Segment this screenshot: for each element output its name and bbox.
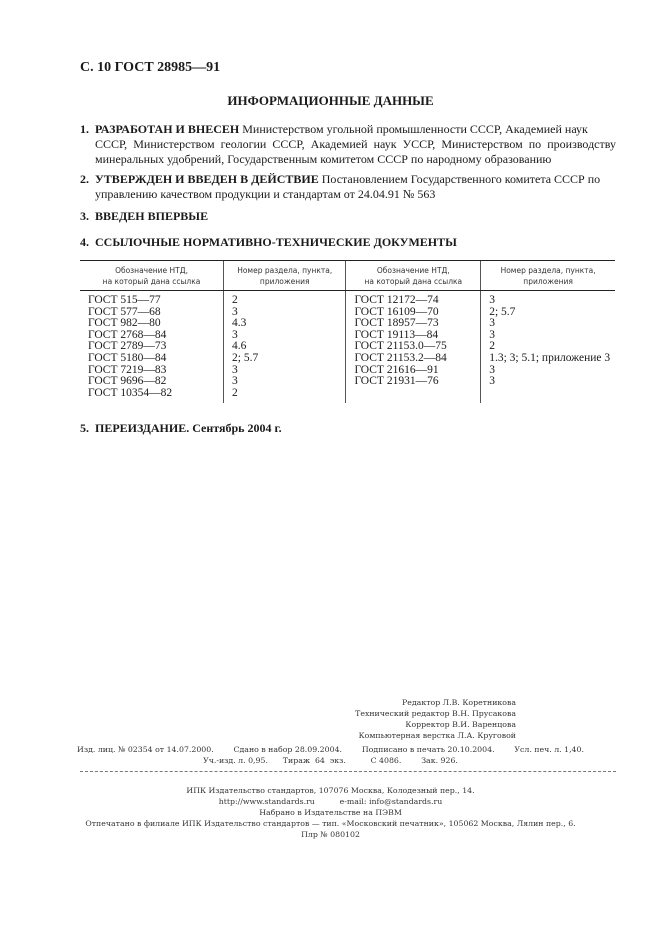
section-reference: 4.3: [232, 317, 247, 330]
item-2-heading: УТВЕРЖДЕН И ВВЕДЕН В ДЕЙСТВИЕ: [95, 172, 319, 186]
item-2: [80, 172, 616, 202]
col-header-ntd-right: Обозначение НТД, на который дана ссылка: [346, 261, 481, 291]
ntd-code: ГОСТ 12172—74: [354, 294, 439, 306]
item-2-rest: управлению качеством продукции и стандартам от 24.04.91 № 563: [95, 187, 436, 201]
col-header-ntd-left: Обозначение НТД, на который дана ссылка: [80, 261, 224, 291]
publisher-address: ИПК Издательство стандартов, 107076 Москва, Колодезный пер., 14.: [186, 786, 475, 795]
ntd-code: ГОСТ 982—80: [88, 317, 161, 330]
ntd-code: ГОСТ 16109—70: [354, 305, 439, 318]
corrector-line: Корректор В.И. Варенцова: [405, 720, 516, 729]
ntd-code: ГОСТ 21931—76: [354, 375, 439, 388]
item-1-lead: Министерством угольной промышленности СССР, Академией наук: [239, 122, 588, 136]
section-reference: 4.6: [232, 340, 247, 353]
ntd-code: ГОСТ 10354—82: [88, 386, 173, 399]
section-reference: 3: [489, 375, 495, 388]
publishing-info-line-2: Уч.-изд. л. 0,95. Тираж 64 экз. С 4086. Зак. 926.: [203, 756, 458, 765]
item-2-lead: Постановлением Государственного комитета СССР по: [318, 172, 601, 186]
item-3: [80, 209, 616, 224]
section-reference: 3: [489, 328, 495, 341]
item-2-number: 2.: [80, 172, 89, 186]
plr-number: Плр № 080102: [301, 830, 360, 839]
section-reference: 3: [489, 317, 495, 330]
item-4-number: 4.: [80, 235, 89, 249]
item-1-number: 1.: [80, 122, 89, 136]
table-row: [80, 291, 615, 404]
item-5-number: 5.: [80, 421, 89, 435]
ntd-code: ГОСТ 515—77: [88, 294, 161, 306]
ntd-code: ГОСТ 2789—73: [88, 340, 167, 353]
section-reference: 3: [232, 363, 238, 376]
tech-editor-line: Технический редактор В.Н. Прусакова: [355, 709, 516, 718]
ntd-code: ГОСТ 5180—84: [88, 351, 167, 364]
ntd-code: ГОСТ 19113—84: [354, 328, 439, 341]
page-title: ИНФОРМАЦИОННЫЕ ДАННЫЕ: [227, 93, 434, 108]
right-values-cell: [481, 291, 615, 404]
references-table: [80, 260, 615, 403]
section-reference: 3: [489, 294, 495, 306]
printing-house: Отпечатано в филиале ИПК Издательство стандартов — тип. «Московский печатник», 105062 Москва, Лялин пер., 6.: [85, 819, 576, 828]
section-reference: 2: [232, 386, 238, 399]
section-reference: 2: [232, 294, 238, 306]
ntd-code: ГОСТ 21153.2—84: [354, 351, 447, 364]
item-3-number: 3.: [80, 209, 89, 223]
typeset-note: Набрано в Издательстве на ПЭВМ: [259, 808, 402, 817]
ntd-code: ГОСТ 9696—82: [88, 375, 167, 388]
section-reference: 3: [489, 363, 495, 376]
section-reference: 3: [232, 375, 238, 388]
publisher-web: http://www.standards.ru e-mail: info@standards.ru: [218, 797, 443, 806]
item-1: [80, 122, 616, 167]
item-4: [80, 235, 616, 250]
publishing-info-line-1: Изд. лиц. № 02354 от 14.07.2000. Сдано в набор 28.09.2004. Подписано в печать 20.10.2004. Усл. печ. л. 1,40.: [77, 745, 584, 754]
credits: [0, 697, 516, 741]
left-codes-cell: [80, 291, 224, 404]
editor-line: Редактор Л.В. Коретникова: [402, 698, 516, 707]
ntd-code: ГОСТ 21153.0—75: [354, 340, 447, 353]
section-reference: 2: [489, 340, 495, 353]
layout-line: Компьютерная верстка Л.А. Круговой: [358, 731, 516, 740]
item-5: [80, 421, 616, 436]
col-header-section-left: Номер раздела, пункта, приложения: [224, 261, 346, 291]
section-reference: 1.3; 3; 5.1; приложение 3: [489, 351, 611, 364]
section-reference: 2; 5.7: [489, 305, 516, 318]
col-header-section-right: Номер раздела, пункта, приложения: [481, 261, 615, 291]
item-5-heading: ПЕРЕИЗДАНИЕ. Сентябрь 2004 г.: [95, 421, 282, 435]
item-3-heading: ВВЕДЕН ВПЕРВЫЕ: [95, 209, 209, 223]
separator-line: [80, 771, 616, 772]
page-header: С. 10 ГОСТ 28985—91: [80, 60, 221, 75]
item-1-rest: СССР, Министерством геологии СССР, Академией наук УССР, Министерством по производству минеральных удобрений, Государственным комитетом СССР по народному образованию: [95, 137, 616, 166]
ntd-code: ГОСТ 18957—73: [354, 317, 439, 330]
section-reference: 3: [232, 305, 238, 318]
ntd-code: ГОСТ 21616—91: [354, 363, 439, 376]
section-reference: 3: [232, 328, 238, 341]
item-1-heading: РАЗРАБОТАН И ВНЕСЕН: [95, 122, 240, 136]
item-4-heading: ССЫЛОЧНЫЕ НОРМАТИВНО-ТЕХНИЧЕСКИЕ ДОКУМЕНТЫ: [95, 235, 457, 249]
ntd-code: ГОСТ 7219—83: [88, 363, 167, 376]
left-values-cell: [224, 291, 346, 404]
ntd-code: ГОСТ 2768—84: [88, 328, 167, 341]
section-reference: 2; 5.7: [232, 351, 259, 364]
right-codes-cell: [346, 291, 481, 404]
table-header-row: [80, 261, 615, 291]
ntd-code: ГОСТ 577—68: [88, 305, 161, 318]
